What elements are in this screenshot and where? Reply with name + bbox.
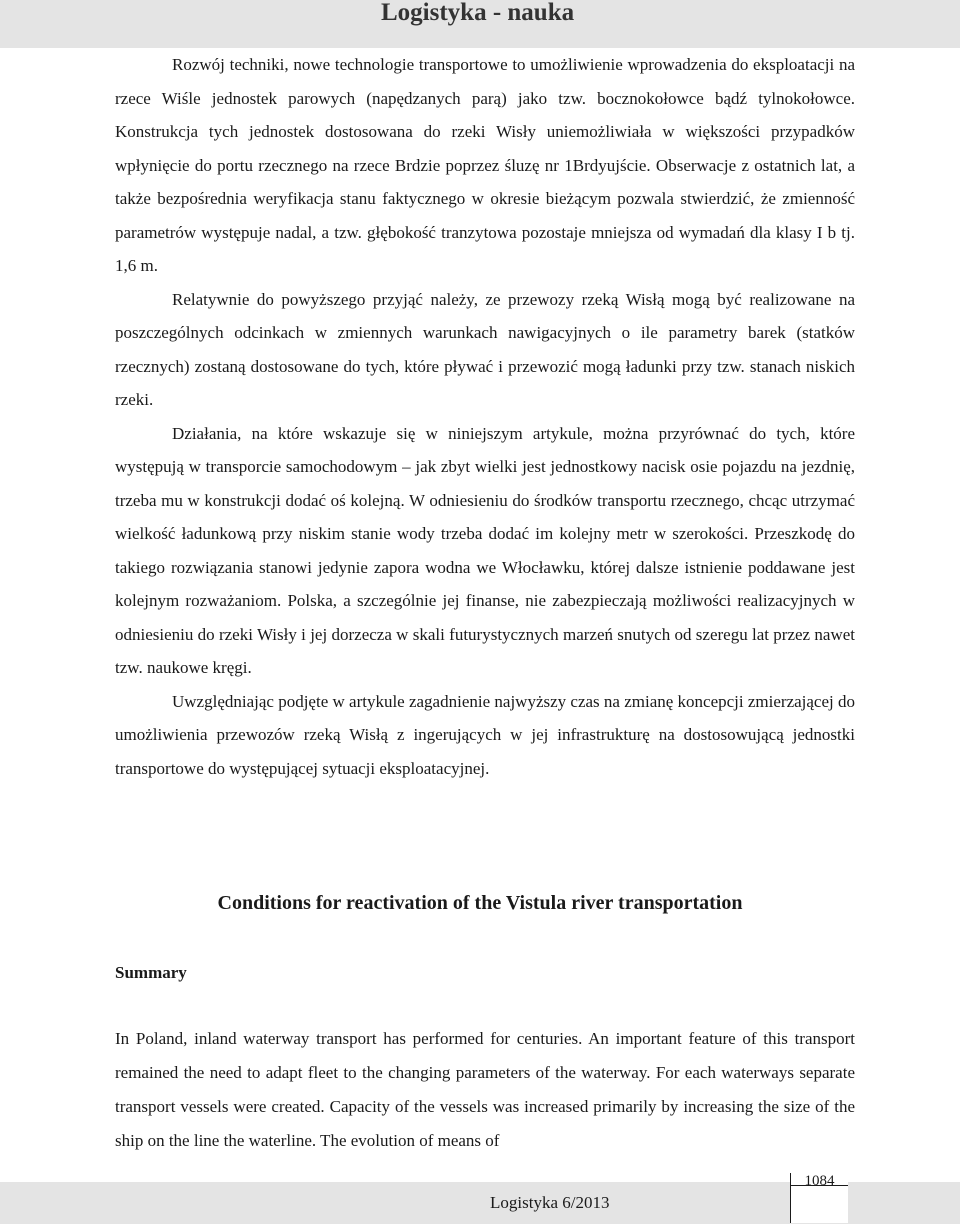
paragraph-4: Uwzględniając podjęte w artykule zagadnienie najwyższy czas na zmianę koncepcji zmierzającej do umożliwienia przewozów rzeką Wisłą z ingerujących w jej infrastrukturę na dostosowującą jednostki transportowe do występującej sytuacji eksploatacyjnej. (115, 691, 855, 778)
paragraph-2: Relatywnie do powyższego przyjąć należy, ze przewozy rzeką Wisłą mogą być realizowane na poszczególnych odcinkach w zmiennych warunkach nawigacyjnych o ile parametry barek (statków rzecznych) zostaną dostosowane do tych, które pływać i przewozić mogą ładunki przy tzw. stanach niskich rzeki. (115, 289, 855, 409)
footer-journal: Logistyka 6/2013 (490, 1193, 610, 1212)
body-text (115, 48, 855, 785)
paragraph-3: Działania, na które wskazuje się w niniejszym artykule, można przyrównać do tych, które występują w transporcie samochodowym – jak zbyt wielki jest jednostkowy nacisk osie pojazdu na jezdnię, trzeba mu w konstrukcji dodać oś kolejną. W odniesieniu do środków transportu rzecznego, chcąc utrzymać wielkość ładunkową przy niskim stanie wody trzeba dodać im kolejny metr w szerokości. Przeszkodę do takiego rozwiązania stanowi jedynie zapora wodna we Włocławku, której dalsze istnienie poddawane jest kolejnym rozważaniom. Polska, a szczególnie jej finanse, nie zabezpieczają możliwości realizacyjnych w odniesieniu do rzeki Wisły i jej dorzecza w skali futurystycznych marzeń snutych od szeregu lat przez nawet tzw. naukowe kręgi. (115, 423, 855, 677)
summary-text (115, 1022, 855, 1158)
body-content (115, 48, 855, 785)
summary-heading: Summary (115, 963, 187, 982)
page-number-box (790, 1173, 848, 1223)
article-title: Conditions for reactivation of the Vistula river transportation (217, 892, 743, 914)
summary-paragraph: In Poland, inland waterway transport has performed for centuries. An important feature of this transport remained the need to adapt fleet to the changing parameters of the waterway. For each waterways separate transport vessels were created. Capacity of the vessels was increased primarily by increasing the size of the ship on the line the waterline. The evolution of means of (115, 1029, 855, 1150)
page-number: 1084 (804, 1173, 835, 1189)
running-header-title: Logistyka - nauka (381, 0, 575, 26)
header-bar (0, 0, 960, 48)
paragraph-1: Rozwój techniki, nowe technologie transportowe to umożliwienie wprowadzenia do eksploatacji na rzece Wiśle jednostek parowych (napędzanych parą) jako tzw. bocznokołowce bądź tylnokołowce. Konstrukcja tych jednostek dostosowana do rzeki Wisły uniemożliwiała w większości przypadków wpłynięcie do portu rzecznego na rzece Brdzie poprzez śluzę nr 1Brdyujście. Obserwacje z ostatnich lat, a także bezpośrednia weryfikacja stanu faktycznego w okresie bieżącym pozwala stwierdzić, że zmienność parametrów występuje nadal, a tzw. głębokość tranzytowa pozostaje mniejsza od wymadań dla klasy I b tj. 1,6 m. (115, 55, 855, 275)
